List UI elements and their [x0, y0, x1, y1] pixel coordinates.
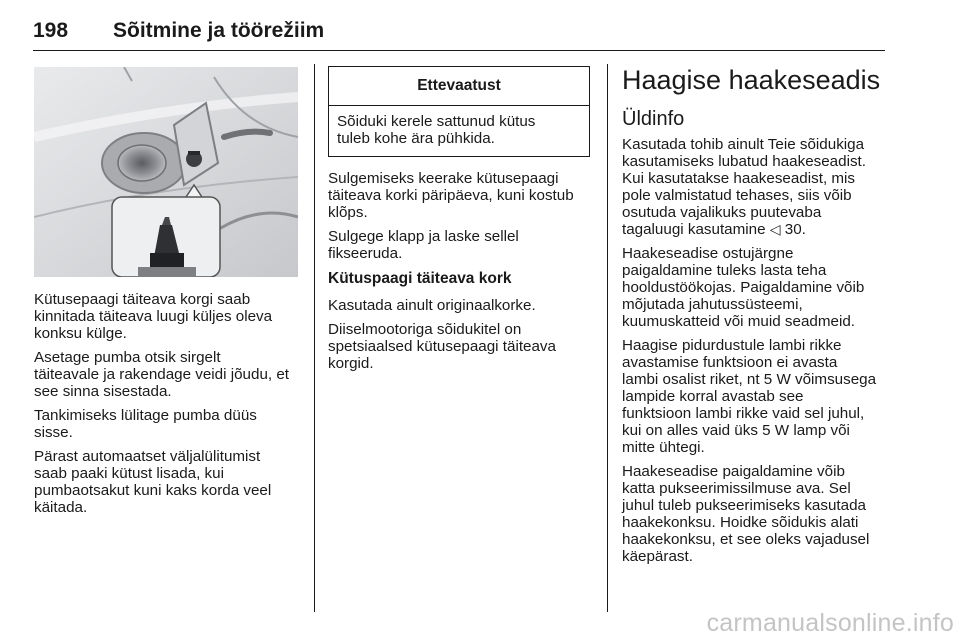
paragraph — [622, 136, 890, 238]
section-title: Haagise haakeseadis — [622, 65, 881, 95]
section-heading: Kütuspaagi täiteava kork — [328, 270, 512, 287]
paragraph: Kütusepaagi täiteava korgi saab kinnitada täiteava luugi küljes oleva konksu külge. — [34, 291, 273, 342]
caution-box — [328, 66, 590, 157]
subsection-title: Üldinfo — [622, 108, 685, 130]
paragraph: Sulgege klapp ja laske sellel fikseeruda. — [328, 228, 519, 262]
paragraph: Sulgemiseks keerake kütusepaagi täiteava korki päripäeva, kuni kostub klõps. — [328, 170, 574, 221]
paragraph: Diiselmootoriga sõidukitel on spetsiaalsed kütusepaagi täiteava korgid. — [328, 321, 556, 372]
page-header — [33, 10, 885, 51]
caution-title: Ettevaatust — [329, 67, 589, 106]
paragraph: Asetage pumba otsik sirgelt täiteavale ja rakendage veidi jõudu, et see sinna sisestada. — [34, 349, 289, 400]
page-number: 198 — [33, 19, 69, 42]
paragraph: Haakeseadise ostujärgne paigaldamine tuleks lasta teha hooldustöökojas. Paigaldamine võib mõjutada jahutussüsteemi, kuumuskatteid või muid seadmeid. — [622, 245, 865, 330]
page-reference: 30. — [780, 221, 806, 238]
paragraph: Haagise pidurdustule lambi rikke avastamise funktsioon ei avasta lambi osalist riket, nt 5 W võimsusega lampide korral avastab see funktsioon lambi rikke vaid sel juhul, kui on alles vaid üks 5 W lamp või mitte ühtegi. — [622, 337, 877, 456]
column-right — [622, 64, 890, 572]
paragraph: Kasutada ainult originaalkorke. — [328, 297, 536, 314]
reference-arrow-icon[interactable]: ◁ — [769, 221, 781, 237]
watermark: carmanualsonline.info — [706, 609, 954, 637]
paragraph: Haakeseadise paigaldamine võib katta pukseerimissilmuse ava. Sel juhul tuleb pukseerimiseks kasutada haakekonksu. Hoidke sõidukis alati haakekonksu, et see oleks vajadusel käepärast. — [622, 463, 870, 565]
column-divider-right — [607, 64, 608, 612]
fuel-filler-drawing — [34, 67, 298, 277]
column-divider-left — [314, 64, 315, 612]
paragraph: Tankimiseks lülitage pumba düüs sisse. — [34, 407, 257, 441]
caution-text: Sõiduki kerele sattunud kütus tuleb kohe ära pühkida. — [337, 113, 536, 147]
column-middle — [328, 170, 593, 379]
paragraph-text: Kasutada tohib ainult Teie sõidukiga kasutamiseks lubatud haakeseadist. Kui kasutatakse haakeseadist, mis pole valmistatud tehases, siis võib osutuda vajalikuks puutevaba tagaluugi kasutamine — [622, 136, 866, 238]
column-left — [34, 291, 302, 523]
chapter-title: Sõitmine ja töörežiim — [113, 19, 325, 42]
fuel-filler-illustration — [34, 67, 298, 277]
paragraph: Pärast automaatset väljalülitumist saab paaki kütust lisada, kui pumbaotsakut kuni kaks korda veel käitada. — [34, 448, 272, 516]
